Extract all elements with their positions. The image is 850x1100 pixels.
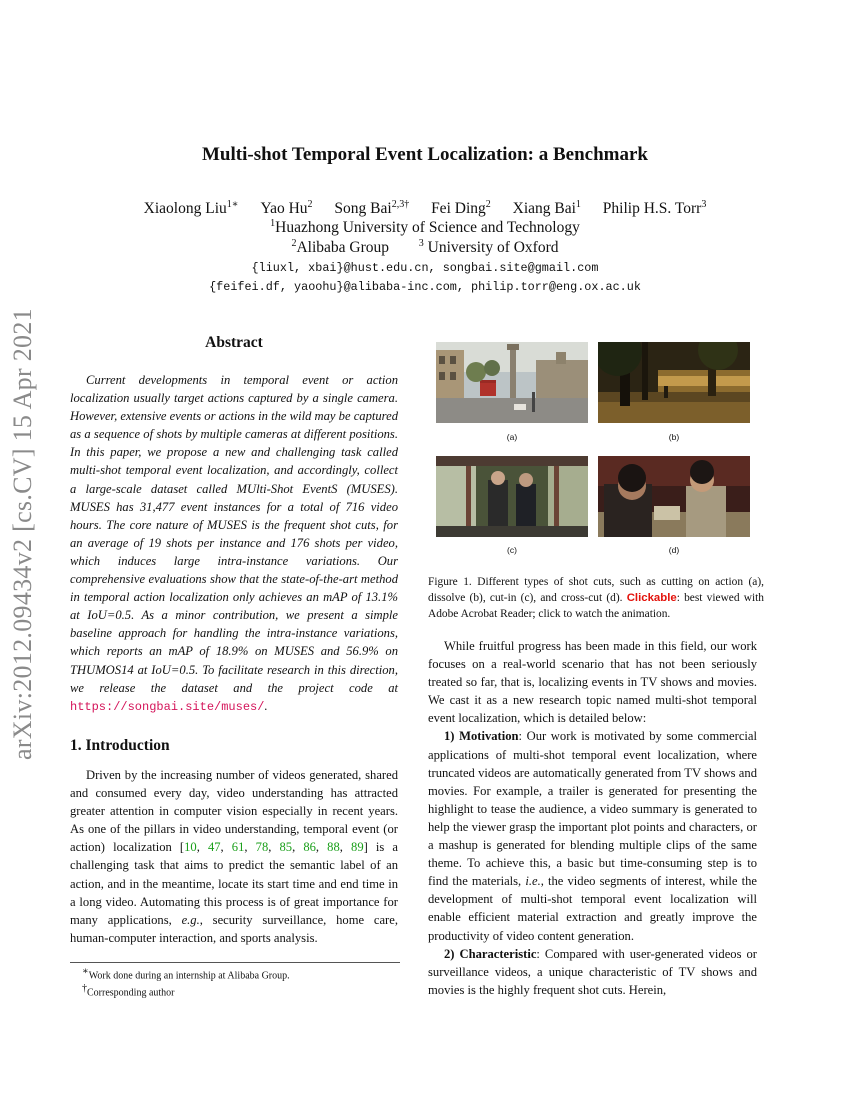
clickable-label[interactable]: Clickable [626,592,677,604]
footnotes [70,962,400,1000]
figure-label-a: (a) [506,432,518,442]
citation-link[interactable]: 78 [255,840,269,855]
citation-link[interactable]: 47 [207,840,221,855]
figure-label-c: (c) [507,545,517,555]
email-line-2: {feifei.df, yaoohu}@alibaba-inc.com, philip.torr@eng.ox.ac.uk [209,280,641,294]
citation-link[interactable]: 61 [231,840,245,855]
author: Xiang Bai$^1$ [512,199,581,218]
footnote: †Corresponding author [82,983,175,999]
footnote: ∗Work done during an internship at Alibaba Group. [82,966,290,982]
author: Philip H.S. Torr$^3$ [602,199,707,218]
paragraph: 2) Characteristic: Compared with user-generated videos or surveillance videos, a unique characteristic of TV shows and movies is the highly frequent shot cuts. Herein, [428,946,757,997]
author-list [0,199,850,218]
figure-image-a[interactable] [436,342,588,423]
paragraph: 1) Motivation: Our work is motivated by some commercial applications of multi-shot temporal event localization, where truncated videos are automatically generated from TV shows and movies. For example, a trailer is generated for presenting the highlight to tease the audience, a video summary is generated to help the viewer grasp the important plot points and characters, or a mashup is generated for blending multiple clips of the same theme. To achieve this, a basic but time-consuming step is to find the materials, i.e., the video segments of interest, while the development of multi-shot temporal event localization will enable efficient material extraction and greatly improve the productivity of video content generation. [428,729,757,943]
figure-label-d: (d) [668,545,680,555]
intro-body: Driven by the increasing number of videos generated, shared and consumed every day, video understanding has attracted greater attention in computer vision especially in recent years. As one of the pillars in video understanding, temporal event (or action) localization [10, 47, 61, 78, 85, 86, 88, 89] is a challenging task that aims to predict the semantic label of an action, and in the meantime, locate its start time and end time in a long video. Automating this process is of great importance for many applications, e.g., security surveillance, home care, human-computer interaction, and sports analysis. [70,768,398,945]
author: Xiaolong Liu$^{1∗}$ [143,199,239,218]
citation-link[interactable]: 89 [351,840,364,855]
figure-image-b[interactable] [598,342,750,423]
author: Yao Hu$^2$ [260,199,313,218]
citation-link[interactable]: 10 [184,840,197,855]
figure-label-b: (b) [668,432,680,442]
affiliation-2: $^2$Alibaba Group $^3$ University of Oxford [291,238,559,257]
citation-link[interactable]: 86 [303,840,316,855]
author: Song Bai$^{2,3\dagger}$ [334,199,410,218]
affiliation-1: $^1$Huazhong University of Science and Technology [270,218,580,237]
abstract-body: Current developments in temporal event or action localization usually target actions captured by a single camera. However, extensive events or actions in the wild may be captured as a sequence of shots by multiple cameras at different positions. In this paper, we propose a new and challenging task called multi-shot temporal event localization, and accordingly, collect a large-scale dataset called MUlti-Shot EventS (MUSES). MUSES has 31,477 event instances for a total of 716 video hours. The core nature of MUSES is the frequent shot cuts, for an average of 19 shots per instance and 176 shots per video, which induces large intra-instance variations. Our comprehensive evaluations show that the state-of-the-art method in temporal action localization only achieves an mAP of 13.1% at IoU=0.5. As a minor contribution, we present a simple baseline approach for handling the intra-instance variations, which reports an mAP of 18.9% on MUSES and 56.9% on THUMOS14 at IoU=0.5. To facilitate research in this direction, we release the dataset and the project code at https://songbai.site/muses/. [70,373,398,714]
author: Fei Ding$^2$ [431,199,491,218]
email-line-1: {liuxl, xbai}@hust.edu.cn, songbai.site@gmail.com [251,261,599,275]
figure-image-c[interactable] [436,456,588,537]
paper-title: Multi-shot Temporal Event Localization: a Benchmark [202,144,648,165]
citation-link[interactable]: 88 [327,840,340,855]
project-link[interactable]: https://songbai.site/muses/ [70,699,265,714]
abstract-heading: Abstract [205,334,263,351]
figure-caption: Figure 1. Different types of shot cuts, such as cutting on action (a), dissolve (b), cut-in (c), and cross-cut (d). Clickable: best viewed with Adobe Acrobat Reader; click to watch the animation. [428,576,765,620]
right-column-body [428,637,757,999]
citation-link[interactable]: 85 [279,840,293,855]
intro-heading: 1. Introduction [70,737,170,754]
paragraph: While fruitful progress has been made in this field, our work focuses on a real-world scenario that has not been seriously treated so far, that is, localizing events in TV shows and movies. We cast it as a new research topic named multi-shot temporal event localization, which is detailed below: [428,639,757,726]
arxiv-stamp: arXiv:2012.09434v2 [cs.CV] 15 Apr 2021 [8,308,37,760]
figure-image-d[interactable] [598,456,750,537]
